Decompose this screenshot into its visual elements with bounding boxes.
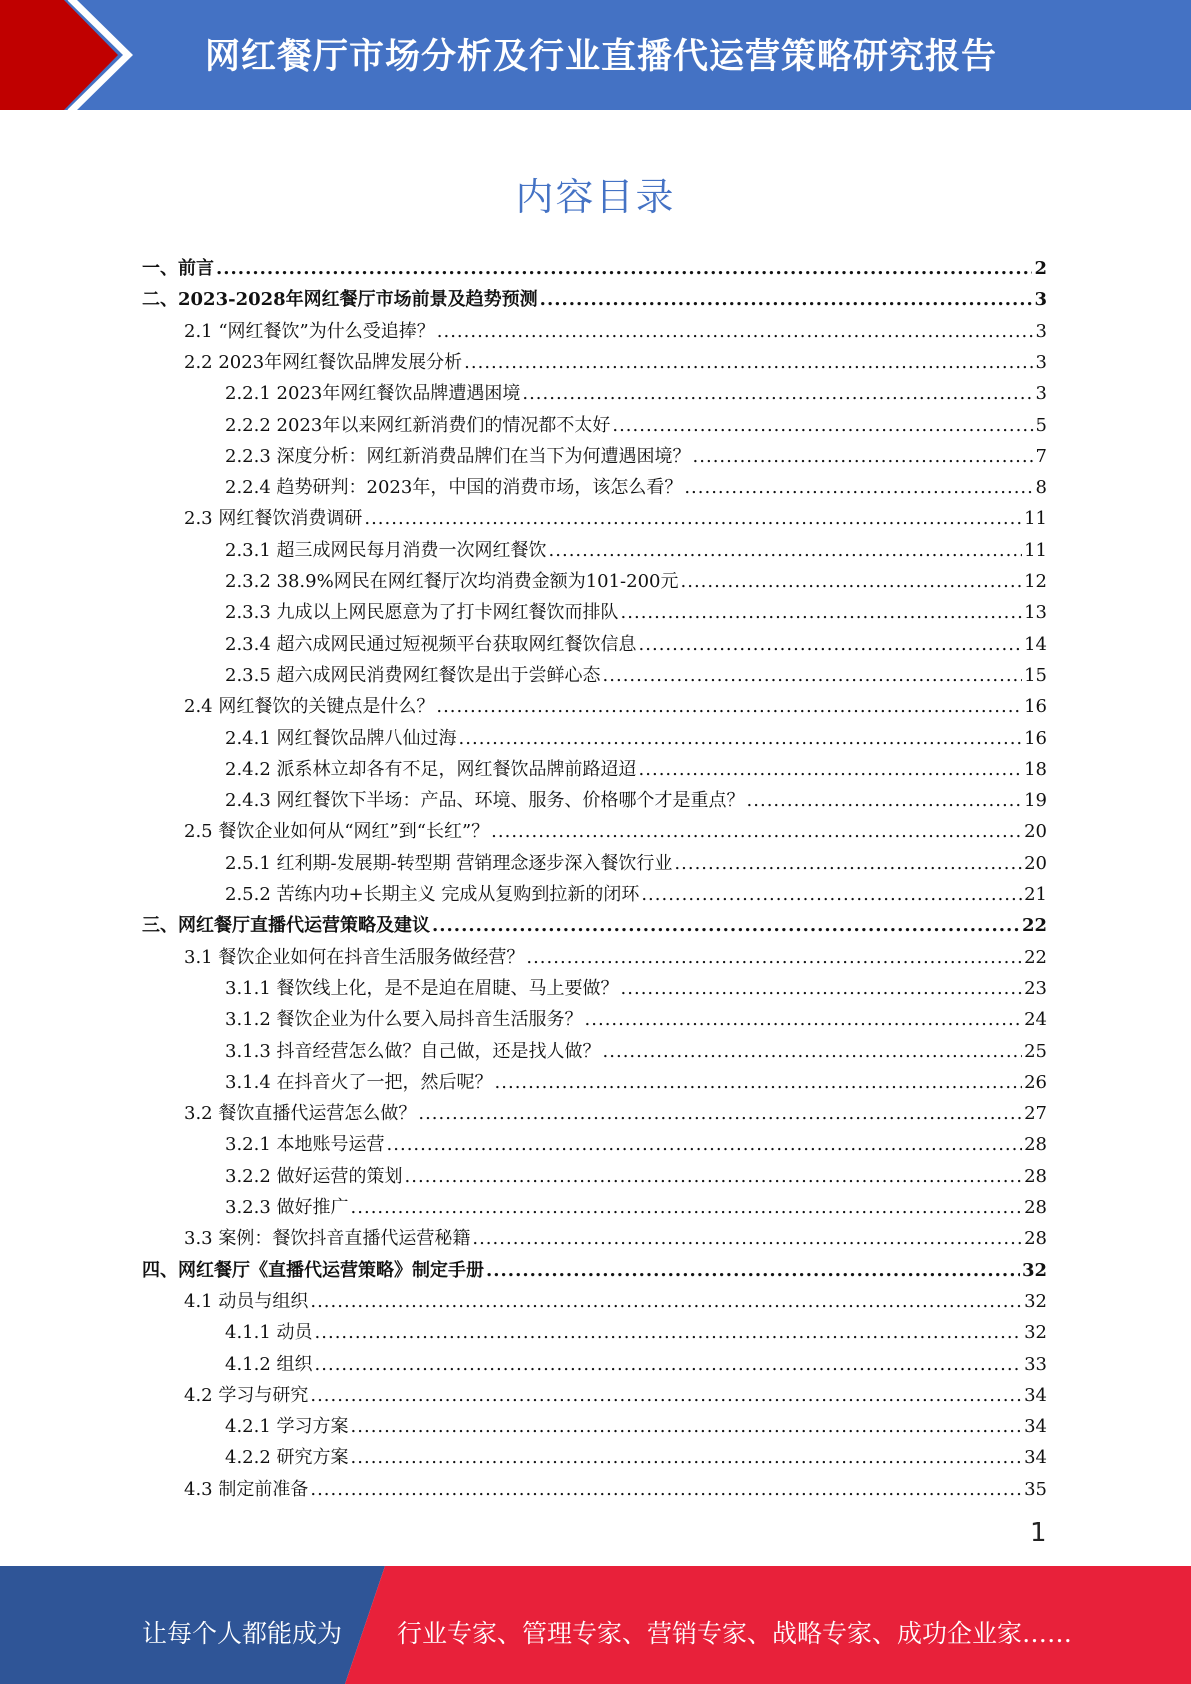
toc-entry-title: 3.1 餐饮企业如何在抖音生活服务做经营？ — [184, 946, 525, 968]
toc-dot-leader — [639, 634, 1023, 655]
toc-entry-page: 19 — [1024, 790, 1047, 812]
toc-dot-leader — [351, 1197, 1023, 1218]
toc-entry-page: 7 — [1035, 445, 1047, 467]
toc-entry-title: 2.3.5 超六成网民消费网红餐饮是出于尝鲜心态 — [225, 664, 601, 686]
toc-entry-page: 28 — [1024, 1165, 1047, 1187]
toc-entry-page: 14 — [1024, 633, 1047, 655]
toc-entry-page: 32 — [1021, 1259, 1047, 1281]
toc-entry[interactable] — [184, 1381, 1047, 1411]
toc-dot-leader — [418, 1103, 1022, 1124]
footer-slogan-right: 行业专家、管理专家、营销专家、战略专家、成功企业家…… — [397, 1619, 1073, 1648]
toc-dot-leader — [310, 1291, 1022, 1312]
toc-entry-page: 21 — [1024, 884, 1047, 905]
toc-dot-leader — [681, 571, 1023, 592]
toc-entry[interactable] — [225, 379, 1047, 409]
toc-entry-title: 2.4 网红餐饮的关键点是什么？ — [184, 696, 435, 718]
toc-dot-leader — [603, 665, 1023, 686]
toc-entry-page: 32 — [1024, 1290, 1047, 1312]
toc-entry-title: 3.1.4 在抖音火了一把，然后呢？ — [225, 1071, 493, 1093]
toc-dot-leader — [491, 821, 1022, 842]
toc-entry-title: 4.2.2 研究方案 — [225, 1447, 349, 1469]
toc-entry-title: 2.2.1 2023年网红餐饮品牌遭遇困境 — [225, 383, 521, 405]
report-title: 网红餐厅市场分析及行业直播代运营策略研究报告 — [205, 37, 998, 77]
toc-entry-page: 26 — [1024, 1071, 1047, 1093]
toc-entry-page: 18 — [1024, 758, 1047, 780]
toc-dot-leader — [585, 1009, 1023, 1030]
toc-entry-title: 4.1 动员与组织 — [184, 1290, 309, 1312]
toc-entry-title: 四、网红餐厅《直播代运营策略》制定手册 — [142, 1259, 484, 1281]
toc-entry-page: 28 — [1024, 1228, 1047, 1250]
toc-entry[interactable] — [184, 692, 1047, 722]
toc-dot-leader — [464, 352, 1033, 373]
toc-entry-page: 28 — [1024, 1134, 1047, 1156]
toc-entry-title: 2.2.4 趋势研判：2023年，中国的消费市场，该怎么看？ — [225, 477, 683, 499]
toc-entry-page: 8 — [1035, 477, 1047, 499]
toc-dot-leader — [437, 321, 1034, 342]
toc-dot-leader — [684, 477, 1033, 498]
toc-dot-leader — [641, 884, 1022, 905]
toc-entry-title: 一、前言 — [142, 258, 214, 279]
toc-entry[interactable] — [184, 1099, 1047, 1129]
toc-entry[interactable] — [225, 1193, 1047, 1223]
report-header — [0, 0, 1191, 110]
toc-entry[interactable] — [225, 1037, 1047, 1067]
toc-entry[interactable] — [142, 254, 1047, 284]
toc-entry-page: 34 — [1024, 1447, 1047, 1469]
toc-entry-title: 2.4.1 网红餐饮品牌八仙过海 — [225, 727, 457, 749]
toc-entry[interactable] — [225, 1068, 1047, 1098]
toc-entry-title: 二、2023-2028年网红餐厅市场前景及趋势预测 — [142, 289, 538, 311]
toc-dot-leader — [621, 978, 1023, 999]
toc-dot-leader — [364, 508, 1022, 529]
toc-entry-title: 2.5.1 红利期-发展期-转型期 营销理念逐步深入餐饮行业 — [225, 852, 673, 874]
footer-slogan-left: 让每个人都能成为 — [142, 1619, 343, 1648]
page-number: 1 — [1030, 1518, 1047, 1548]
toc-entry-title: 3.2.2 做好运营的策划 — [225, 1165, 403, 1187]
toc-entry-page: 16 — [1024, 727, 1047, 749]
toc-entry-title: 3.1.1 餐饮线上化，是不是迫在眉睫、马上要做？ — [225, 977, 619, 999]
toc-entry[interactable] — [225, 786, 1047, 816]
toc-entry-title: 2.3 网红餐饮消费调研 — [184, 508, 363, 530]
toc-entry[interactable] — [184, 348, 1047, 378]
toc-entry-page: 35 — [1024, 1478, 1047, 1500]
toc-dot-leader — [387, 1134, 1023, 1155]
toc-entry-title: 3.1.3 抖音经营怎么做？自己做，还是找人做？ — [225, 1040, 601, 1062]
toc-entry-title: 4.3 制定前准备 — [184, 1478, 309, 1500]
toc-entry-title: 2.4.3 网红餐饮下半场：产品、环境、服务、价格哪个才是重点？ — [225, 790, 745, 812]
toc-dot-leader — [639, 759, 1023, 780]
toc-entry-page: 24 — [1024, 1009, 1047, 1031]
toc-entry[interactable] — [225, 567, 1047, 597]
toc-entry-title: 2.5 餐饮企业如何从“网红”到“长红”？ — [184, 821, 490, 843]
toc-entry[interactable] — [225, 849, 1047, 879]
toc-dot-leader — [310, 1479, 1022, 1500]
toc-entry-title: 2.2 2023年网红餐饮品牌发展分析 — [184, 351, 463, 373]
toc-entry[interactable] — [184, 504, 1047, 534]
toc-entry-page: 25 — [1024, 1040, 1047, 1062]
toc-entry-title: 4.1.2 组织 — [225, 1353, 313, 1375]
header-chevron-decoration — [0, 0, 150, 110]
toc-entry[interactable] — [225, 1005, 1047, 1035]
toc-entry[interactable] — [225, 1162, 1047, 1192]
toc-dot-leader — [315, 1354, 1023, 1375]
toc-entry-page: 27 — [1024, 1103, 1047, 1125]
toc-entry-page: 13 — [1024, 602, 1047, 624]
toc-entry-page: 23 — [1024, 977, 1047, 999]
toc-entry-page: 3 — [1034, 289, 1047, 311]
toc-entry-title: 3.2 餐饮直播代运营怎么做？ — [184, 1103, 417, 1125]
toc-entry-title: 3.2.1 本地账号运营 — [225, 1134, 385, 1156]
toc-entry[interactable] — [142, 911, 1047, 941]
toc-entry[interactable] — [142, 285, 1047, 315]
toc-dot-leader — [495, 1072, 1023, 1093]
toc-entry[interactable] — [225, 974, 1047, 1004]
toc-entry-title: 三、网红餐厅直播代运营策略及建议 — [142, 915, 430, 937]
toc-entry[interactable] — [225, 411, 1047, 441]
toc-entry-page: 28 — [1024, 1197, 1047, 1218]
toc-entry[interactable] — [225, 1350, 1047, 1380]
toc-entry-page: 12 — [1024, 571, 1047, 592]
toc-entry[interactable] — [184, 1224, 1047, 1254]
toc-entry-title: 2.2.3 深度分析：网红新消费品牌们在当下为何遭遇困境？ — [225, 445, 691, 467]
toc-entry-page: 32 — [1024, 1322, 1047, 1344]
toc-entry-page: 2 — [1034, 258, 1047, 279]
toc-dot-leader — [526, 947, 1022, 968]
toc-entry[interactable] — [184, 943, 1047, 973]
toc-dot-leader — [459, 728, 1023, 749]
toc-entry-title: 4.2.1 学习方案 — [225, 1416, 349, 1438]
toc-entry-page: 5 — [1035, 414, 1047, 436]
toc-dot-leader — [693, 446, 1034, 467]
toc-dot-leader — [612, 415, 1033, 436]
toc-entry[interactable] — [225, 1130, 1047, 1160]
toc-entry[interactable] — [142, 1256, 1047, 1286]
toc-entry-title: 3.2.3 做好推广 — [225, 1197, 349, 1218]
toc-dot-leader — [522, 383, 1033, 404]
toc-dot-leader — [486, 1260, 1020, 1281]
toc-dot-leader — [603, 1041, 1023, 1062]
toc-dot-leader — [405, 1166, 1023, 1187]
toc-dot-leader — [549, 540, 1023, 561]
toc-entry[interactable] — [225, 880, 1047, 910]
toc-entry-title: 4.2 学习与研究 — [184, 1384, 309, 1406]
toc-entry-title: 2.3.4 超六成网民通过短视频平台获取网红餐饮信息 — [225, 633, 637, 655]
toc-entry-page: 22 — [1021, 915, 1047, 937]
toc-entry-title: 2.3.1 超三成网民每月消费一次网红餐饮 — [225, 539, 547, 561]
toc-heading: 内容目录 — [515, 175, 676, 219]
toc-entry-title: 2.4.2 派系林立却各有不足，网红餐饮品牌前路迢迢 — [225, 758, 637, 780]
toc-entry-title: 2.2.2 2023年以来网红新消费们的情况都不太好 — [225, 414, 611, 436]
toc-entry-page: 3 — [1035, 320, 1047, 342]
toc-entry-page: 34 — [1024, 1384, 1047, 1406]
toc-entry-page: 20 — [1024, 821, 1047, 843]
toc-entry[interactable] — [184, 817, 1047, 847]
toc-entry-page: 3 — [1035, 383, 1047, 405]
toc-dot-leader — [436, 696, 1022, 717]
toc-dot-leader — [216, 258, 1032, 279]
page-footer — [0, 1566, 1191, 1684]
toc-entry-page: 3 — [1035, 351, 1047, 373]
toc-entry-page: 11 — [1024, 539, 1047, 561]
toc-entry-title: 2.1 “网红餐饮”为什么受追捧？ — [184, 320, 435, 342]
toc-dot-leader — [351, 1416, 1023, 1437]
toc-entry[interactable] — [225, 1412, 1047, 1442]
toc-entry[interactable] — [225, 1443, 1047, 1473]
toc-entry-page: 15 — [1024, 664, 1047, 686]
toc-entry[interactable] — [225, 661, 1047, 691]
toc-entry[interactable] — [225, 630, 1047, 660]
toc-dot-leader — [432, 915, 1020, 936]
toc-entry-title: 2.3.2 38.9%网民在网红餐厅次均消费金额为101-200元 — [225, 571, 679, 592]
toc-dot-leader — [621, 602, 1023, 623]
toc-entry[interactable] — [184, 1287, 1047, 1317]
toc-entry[interactable] — [184, 317, 1047, 347]
toc-dot-leader — [540, 289, 1033, 310]
toc-entry-page: 20 — [1024, 852, 1047, 874]
toc-dot-leader — [310, 1385, 1022, 1406]
toc-entry-title: 2.5.2 苦练内功+长期主义 完成从复购到拉新的闭环 — [225, 884, 640, 905]
toc-entry-title: 3.1.2 餐饮企业为什么要入局抖音生活服务？ — [225, 1009, 583, 1031]
toc-entry[interactable] — [225, 755, 1047, 785]
toc-entry[interactable] — [225, 473, 1047, 503]
toc-entry-page: 33 — [1024, 1353, 1047, 1375]
toc-dot-leader — [747, 790, 1023, 811]
toc-dot-leader — [472, 1228, 1022, 1249]
toc-entry[interactable] — [225, 724, 1047, 754]
toc-entry-page: 16 — [1024, 696, 1047, 718]
toc-dot-leader — [315, 1322, 1023, 1343]
toc-entry[interactable] — [225, 1318, 1047, 1348]
toc-entry-page: 22 — [1024, 946, 1047, 968]
toc-entry-title: 3.3 案例：餐饮抖音直播代运营秘籍 — [184, 1228, 471, 1250]
toc-dot-leader — [674, 853, 1022, 874]
toc-entry-page: 11 — [1024, 508, 1047, 530]
toc-entry[interactable] — [225, 598, 1047, 628]
toc-dot-leader — [351, 1447, 1023, 1468]
toc-entry-title: 2.3.3 九成以上网民愿意为了打卡网红餐饮而排队 — [225, 602, 619, 624]
toc-entry-title: 4.1.1 动员 — [225, 1322, 313, 1344]
toc-entry[interactable] — [225, 536, 1047, 566]
toc-entry[interactable] — [184, 1475, 1047, 1505]
toc-entry-page: 34 — [1024, 1416, 1047, 1438]
toc-entry[interactable] — [225, 442, 1047, 472]
